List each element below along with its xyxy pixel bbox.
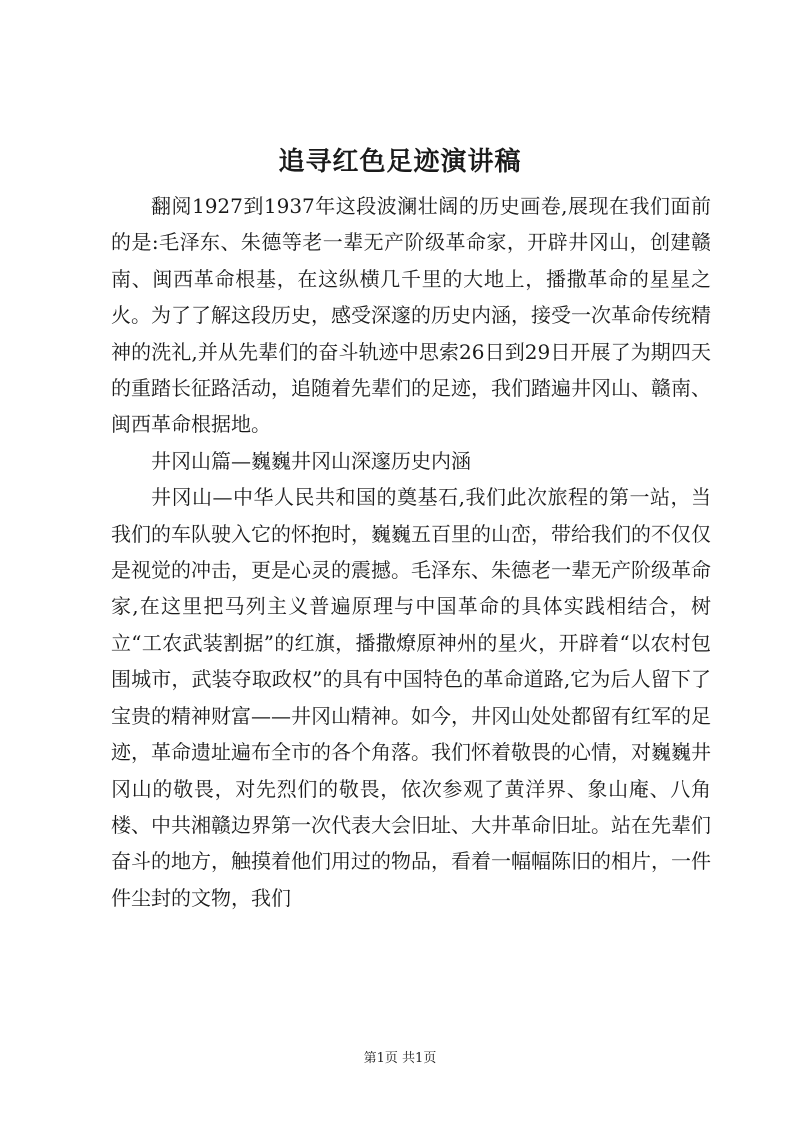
document-body	[111, 188, 711, 916]
paragraph-jinggangshan: 井冈山—中华人民共和国的奠基石,我们此次旅程的第一站，当我们的车队驶入它的怀抱时，巍巍五百里的山峦，带给我们的不仅仅是视觉的冲击，更是心灵的震撼。毛泽东、朱德老一辈无产阶级革命家,在这里把马列主义普遍原理与中国革命的具体实践相结合，树立“工农武装割据”的红旗，播撒燎原神州的星火，开辟着“以农村包围城市，武装夺取政权”的具有中国特色的革命道路,它为后人留下了宝贵的精神财富——井冈山精神。如今，井冈山处处都留有红军的足迹，革命遗址遍布全市的各个角落。我们怀着敬畏的心情，对巍巍井冈山的敬畏，对先烈们的敬畏，依次参观了黄洋界、象山庵、八角楼、中共湘赣边界第一次代表大会旧址、大井革命旧址。站在先辈们奋斗的地方，触摸着他们用过的物品，看着一幅幅陈旧的相片，一件件尘封的文物，我们	[111, 485, 711, 910]
page-footer: 第1页 共1页	[363, 1051, 437, 1066]
document-title: 追寻红色足迹演讲稿	[278, 147, 522, 177]
section-heading-jinggangshan: 井冈山篇—巍巍井冈山深邃历史内涵	[151, 448, 471, 473]
paragraph-intro: 翻阅1927到1937年这段波澜壮阔的历史画卷,展现在我们面前的是:毛泽东、朱德等老一辈无产阶级革命家，开辟井冈山，创建赣南、闽西革命根基，在这纵横几千里的大地上，播撒革命的星星之火。为了了解这段历史，感受深邃的历史内涵，接受一次革命传统精神的洗礼,并从先辈们的奋斗轨迹中思索26日到29日开展了为期四天的重踏长征路活动，追随着先辈们的足迹，我们踏遍井冈山、赣南、闽西革命根据地。	[111, 194, 711, 437]
